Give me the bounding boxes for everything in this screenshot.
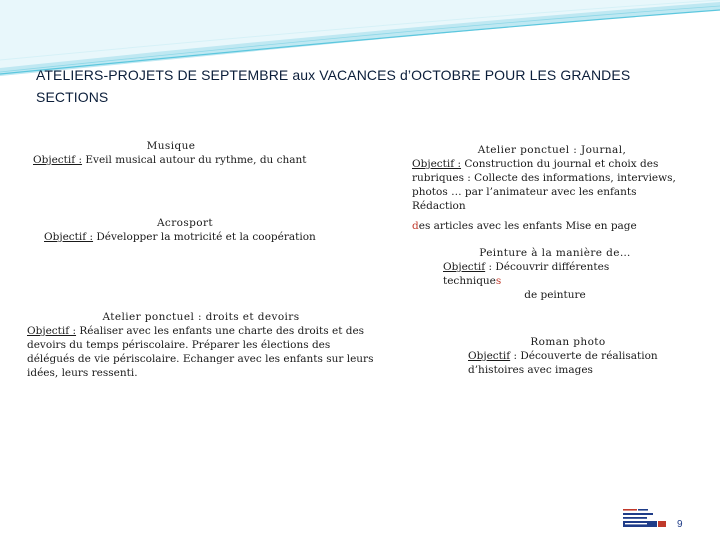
roman-block [468, 335, 668, 377]
droits-objective [27, 324, 375, 380]
page-number: 9 [677, 519, 683, 530]
droits-objective-label: Objectif : [27, 325, 77, 337]
roman-objective [468, 349, 668, 377]
journal-heading: Atelier ponctuel : Journal, [477, 144, 627, 156]
journal-extra-rest: es articles avec les enfants Mise en page [418, 220, 637, 232]
acrosport-block [40, 216, 330, 244]
acrosport-objective-label: Objectif : [44, 231, 94, 243]
musique-objective-text: Eveil musical autour du rythme, du chant [82, 154, 307, 166]
page-title: ATELIERS-PROJETS DE SEPTEMBRE aux VACANCES d’OCTOBRE POUR LES GRANDES SECTIONS [36, 67, 631, 105]
journal-objective [412, 157, 692, 213]
peinture-objective [440, 260, 670, 288]
musique-heading: Musique [146, 140, 196, 152]
musique-block [30, 139, 312, 167]
droits-heading: Atelier ponctuel : droits et devoirs [102, 311, 300, 323]
journal-block [412, 143, 692, 233]
droits-block [27, 310, 375, 380]
roman-objective-label: Objectif [468, 350, 511, 362]
peinture-block [440, 246, 670, 302]
acrosport-heading: Acrosport [156, 217, 214, 229]
journal-objective-text: Construction du journal et choix des rubriques : Collecte des informations, interviews, photos … par l’animateur avec les enfants Rédaction [412, 158, 676, 212]
acrosport-objective-text: Développer la motricité et la coopération [93, 231, 316, 243]
musique-objective-label: Objectif : [33, 154, 83, 166]
droits-objective-text: Réaliser avec les enfants une charte des droits et des devoirs du temps périscolaire. Préparer les élections des délégués de vie périscolaire. Echanger avec les enfants sur leurs idées, leurs ressenti. [27, 325, 374, 379]
peinture-heading: Peinture à la manière de… [479, 247, 631, 259]
peinture-objective-end: de peinture [524, 289, 586, 301]
logo-image [622, 508, 668, 530]
journal-objective-label: Objectif : [412, 158, 462, 170]
peinture-objective-label: Objectif [443, 261, 486, 273]
acrosport-objective [40, 230, 330, 244]
peinture-objective-red: s [495, 275, 502, 287]
journal-extra [412, 219, 692, 233]
roman-heading: Roman photo [530, 336, 606, 348]
roman-objective-text: : Découverte de réalisation d’histoires avec images [468, 350, 658, 376]
musique-objective [30, 153, 312, 167]
peinture-objective-text: : Découvrir différentes technique [443, 261, 610, 287]
journal-extra-first: d [412, 220, 419, 232]
